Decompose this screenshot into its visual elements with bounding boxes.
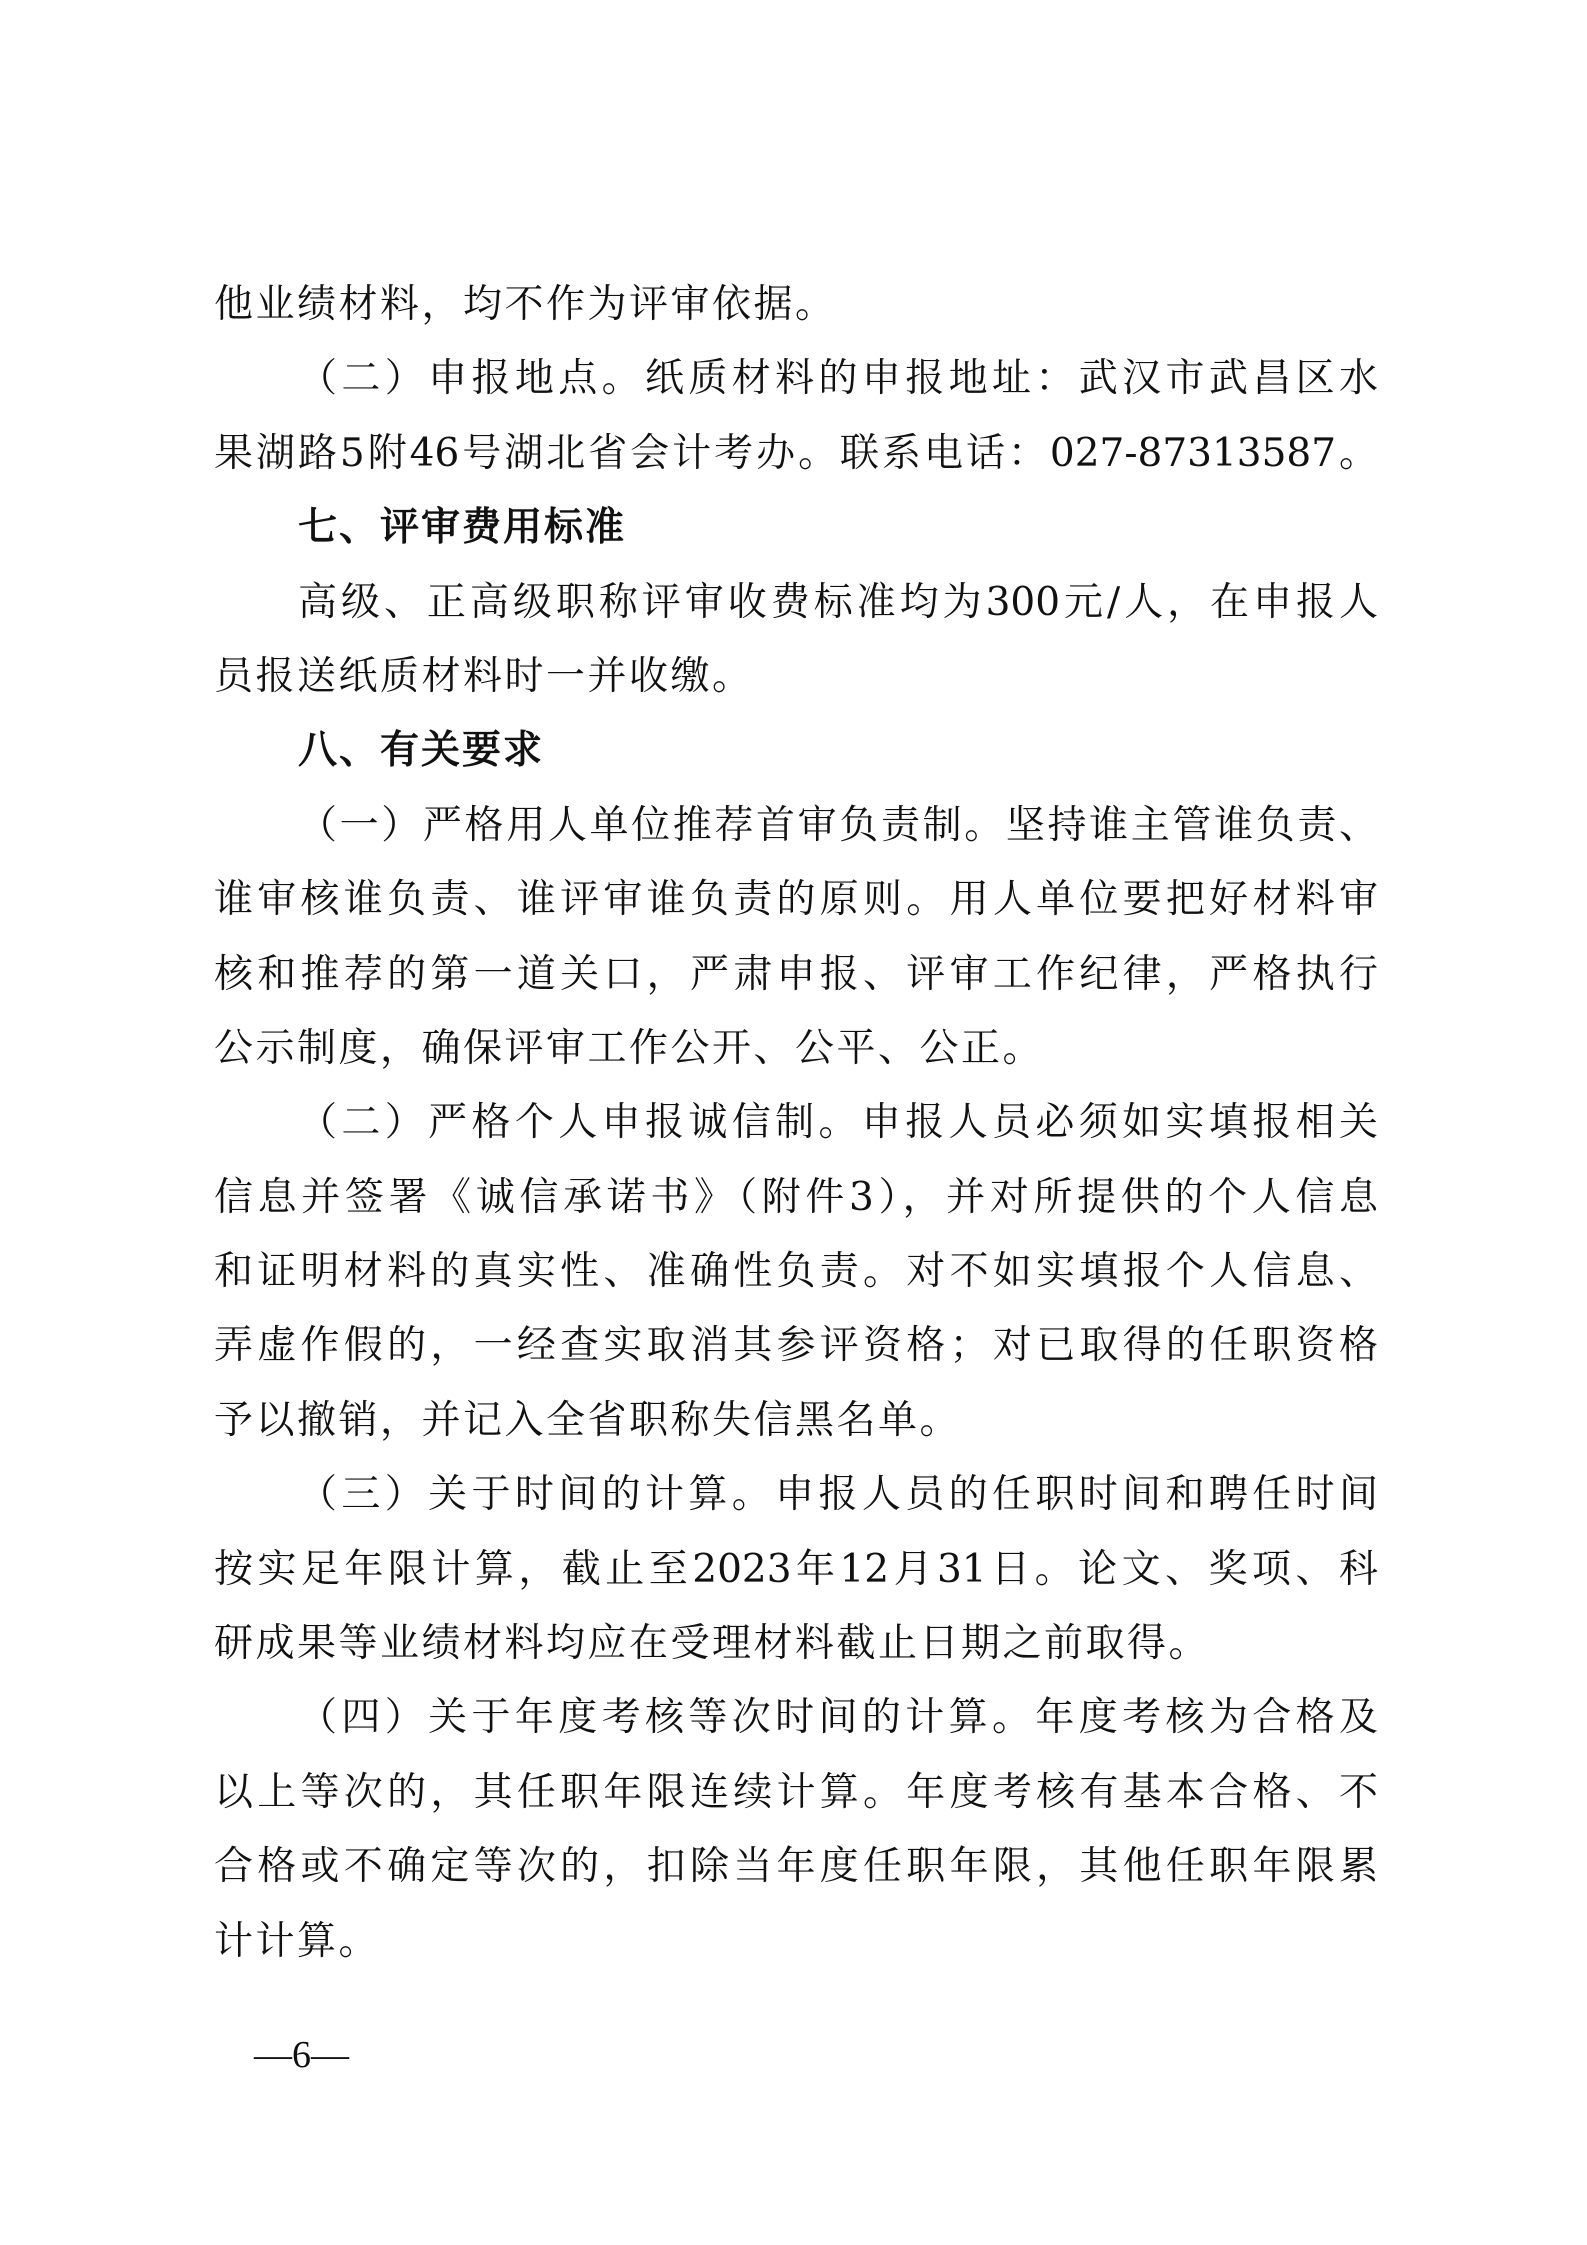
section-heading: 八、有关要求 (298, 728, 545, 774)
paragraph-line: 以上等次的，其任职年限连续计算。年度考核有基本合格、不 (214, 1769, 1378, 1815)
paragraph-line: 员报送纸质材料时一并收缴。 (214, 653, 754, 699)
paragraph-line: 核和推荐的第一道关口，严肃申报、评审工作纪律，严格执行 (214, 951, 1378, 997)
paragraph-line: 果湖路5附46号湖北省会计考办。联系电话：027-87313587。 (214, 430, 1378, 476)
paragraph-line: 谁审核谁负责、谁评审谁负责的原则。用人单位要把好材料审 (214, 877, 1378, 923)
paragraph-line: （四）关于年度考核等次时间的计算。年度考核为合格及 (298, 1695, 1378, 1741)
paragraph-line: 和证明材料的真实性、准确性负责。对不如实填报个人信息、 (214, 1249, 1378, 1295)
paragraph-line: （二）申报地点。纸质材料的申报地址：武汉市武昌区水 (298, 356, 1378, 402)
paragraph-line: （二）严格个人申报诚信制。申报人员必须如实填报相关 (298, 1100, 1378, 1146)
paragraph-line: 合格或不确定等次的，扣除当年度任职年限，其他任职年限累 (214, 1844, 1378, 1890)
paragraph-line: 弄虚作假的，一经查实取消其参评资格；对已取得的任职资格 (214, 1323, 1378, 1369)
paragraph-line: （一）严格用人单位推荐首审负责制。坚持谁主管谁负责、 (298, 802, 1378, 848)
paragraph-line: 信息并签署《诚信承诺书》（附件3），并对所提供的个人信息 (214, 1174, 1378, 1220)
paragraph-line: 按实足年限计算，截止至2023年12月31日。论文、奖项、科 (214, 1546, 1378, 1592)
paragraph-line: 计计算。 (214, 1918, 381, 1964)
body-text (214, 268, 1378, 1979)
paragraph-line: 他业绩材料，均不作为评审依据。 (214, 282, 837, 327)
paragraph-line: （三）关于时间的计算。申报人员的任职时间和聘任时间 (298, 1472, 1378, 1518)
paragraph-line: 予以撤销，并记入全省职称失信黑名单。 (214, 1397, 962, 1443)
paragraph-line: 研成果等业绩材料均应在受理材料截止日期之前取得。 (214, 1621, 1211, 1667)
section-heading: 七、评审费用标准 (298, 505, 627, 551)
paragraph-line: 高级、正高级职称评审收费标准均为300元/人，在申报人 (298, 579, 1378, 625)
page-number: —6— (254, 2034, 349, 2076)
paragraph-line: 公示制度，确保评审工作公开、公平、公正。 (214, 1025, 1045, 1071)
